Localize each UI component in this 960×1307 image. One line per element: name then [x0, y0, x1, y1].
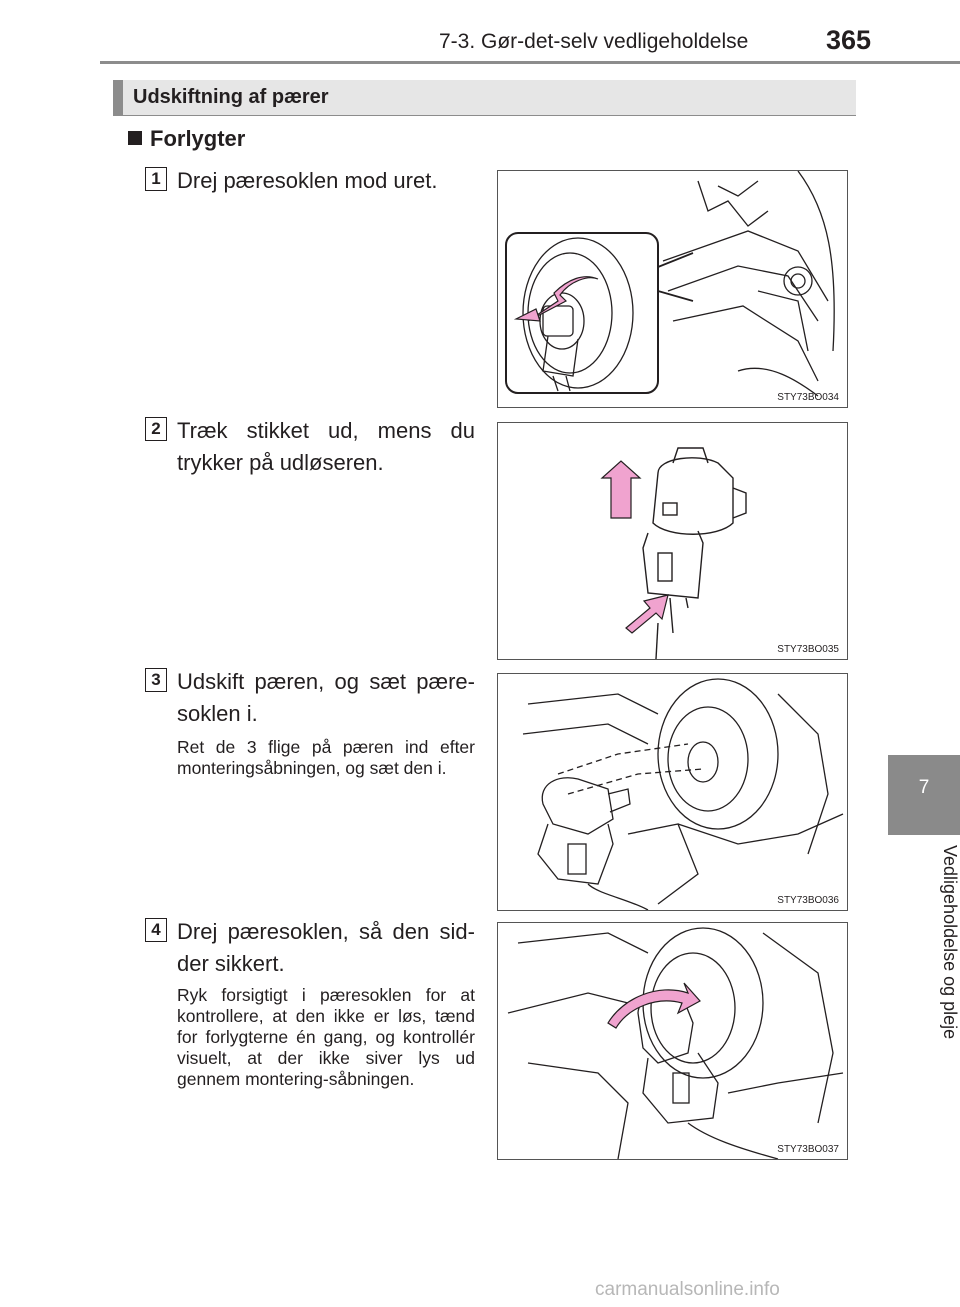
figure-code: STY73BO034: [777, 392, 839, 403]
step-4-text: Drej pæresoklen, så den sid-der sikkert.: [177, 919, 475, 976]
figure-step-1: [497, 170, 848, 408]
step-3-text: Udskift pæren, og sæt pære-soklen i.: [177, 669, 475, 726]
chapter-label: Vedligeholdelse og pleje: [940, 845, 960, 1040]
step-1-text: Drej pæresoklen mod uret.: [177, 168, 438, 193]
topic-title-bar: [113, 80, 856, 116]
step-4-note: Ryk forsigtigt i pæresoklen for at kontrollere, at den ikke er løs, tænd for forlygterne én gang, og kontrollér visuelt, at der ikke siver lys ud gennem montering-såbningen.: [177, 985, 475, 1089]
bulb-insert-illustration: [498, 674, 847, 910]
step-number-4: 4: [145, 918, 167, 942]
step-number-1: 1: [145, 167, 167, 191]
square-bullet-icon: [128, 131, 142, 145]
figure-code: STY73BO037: [777, 1144, 839, 1155]
headlight-rotate-illustration: [498, 171, 847, 407]
connector-release-illustration: [498, 423, 847, 659]
step-number-2: 2: [145, 417, 167, 441]
chapter-number: 7: [918, 777, 930, 798]
figure-step-4: [497, 922, 848, 1160]
step-number-3: 3: [145, 668, 167, 692]
chapter-tab: [888, 755, 960, 835]
page-number: 365: [826, 25, 872, 55]
figure-code: STY73BO035: [777, 644, 839, 655]
topic-title: Udskiftning af pærer: [133, 86, 329, 108]
header-rule: [100, 61, 960, 64]
subheading: [128, 126, 245, 152]
running-header-section: 7-3. Gør-det-selv vedligeholdelse: [439, 30, 749, 53]
figure-step-2: [497, 422, 848, 660]
watermark-text: carmanualsonline.info: [595, 1279, 780, 1300]
subheading-text: Forlygter: [150, 126, 246, 151]
step-2-text: Træk stikket ud, mens du trykker på udløseren.: [177, 418, 475, 475]
figure-code: STY73BO036: [777, 895, 839, 906]
bulb-secure-illustration: [498, 923, 847, 1159]
figure-step-3: [497, 673, 848, 911]
step-3-note: Ret de 3 flige på pæren ind efter monteringsåbningen, og sæt den i.: [177, 737, 475, 778]
